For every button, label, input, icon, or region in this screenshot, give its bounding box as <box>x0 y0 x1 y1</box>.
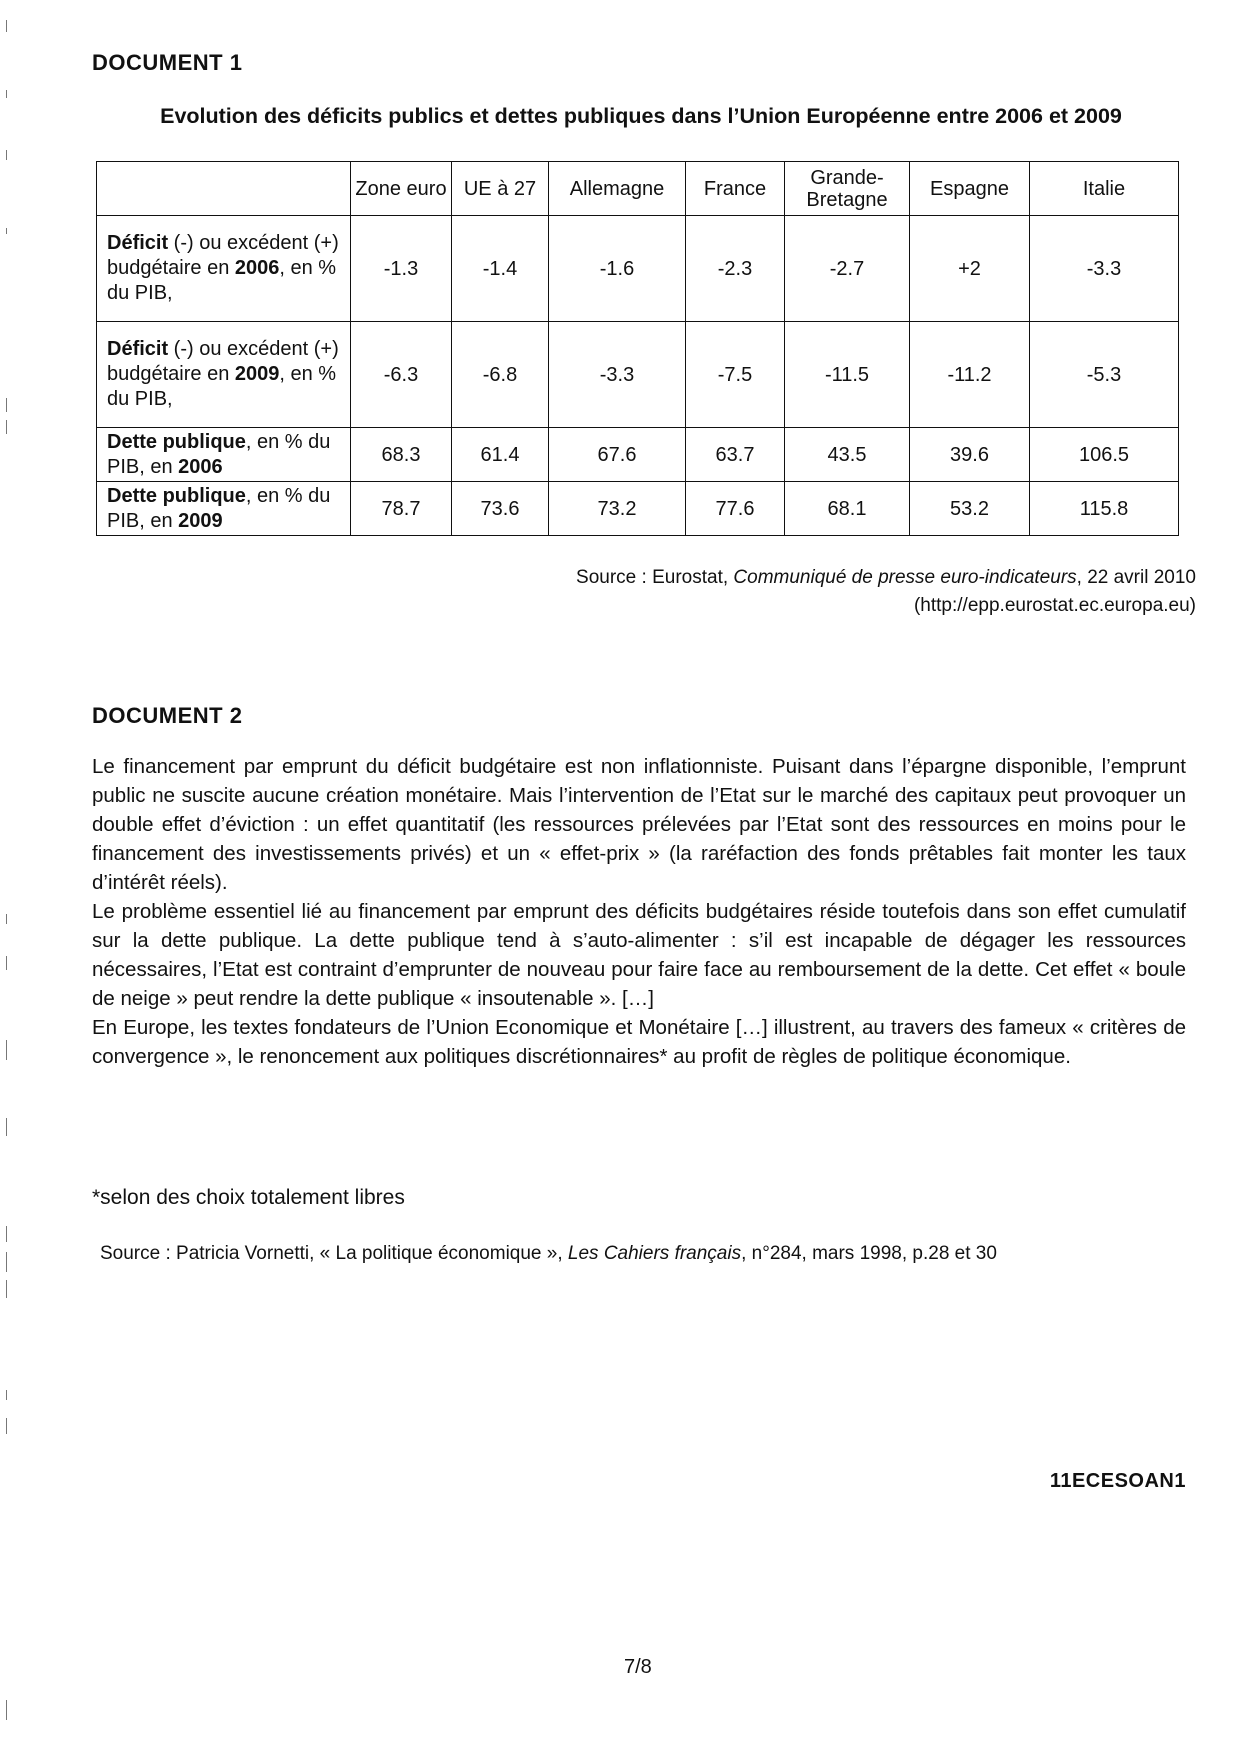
table-header-row <box>97 162 1179 216</box>
row-label-bold: Déficit <box>107 338 169 360</box>
deficit-debt-table <box>96 161 1179 536</box>
source-suffix: , n°284, mars 1998, p.28 et 30 <box>741 1243 997 1264</box>
document-2-body <box>92 752 1186 1071</box>
exam-code: 11ECESOAN1 <box>1049 1470 1186 1492</box>
table-cell: -3.3 <box>549 322 686 428</box>
column-header: Espagne <box>910 162 1030 216</box>
page-number: 7/8 <box>624 1656 652 1678</box>
table-cell: 68.1 <box>785 482 910 536</box>
row-label-tail: , en % du PIB, <box>107 257 337 304</box>
row-label <box>97 322 351 428</box>
table-cell: 73.2 <box>549 482 686 536</box>
document-1-heading: DOCUMENT 1 <box>92 50 243 75</box>
column-header: Grande-Bretagne <box>785 162 910 216</box>
table-cell: 43.5 <box>785 428 910 482</box>
table-cell: 63.7 <box>686 428 785 482</box>
table-cell: 53.2 <box>910 482 1030 536</box>
row-label-bold: Déficit <box>107 232 169 254</box>
document-1-source <box>576 564 1196 620</box>
paragraph: Le financement par emprunt du déficit budgétaire est non inflationniste. Puisant dans l’épargne disponible, l’emprunt public ne suscite aucune création monétaire. Mais l’intervention de l’Etat sur le marché des capitaux peut provoquer un double effet d’éviction : un effet quantitatif (les ressources prélevées par l’Etat sont des ressources en moins pour le financement des investissements privés) et un « effet-prix » (la raréfaction des fonds prêtables fait monter les taux d’intérêt réels). <box>92 755 1186 894</box>
row-label-year: 2006 <box>234 257 280 279</box>
table-cell: -3.3 <box>1030 216 1179 322</box>
table-cell: +2 <box>910 216 1030 322</box>
table-cell: -1.3 <box>351 216 452 322</box>
table-cell: -2.7 <box>785 216 910 322</box>
table-cell: -11.2 <box>910 322 1030 428</box>
table-cell: -6.8 <box>452 322 549 428</box>
table-cell: 106.5 <box>1030 428 1179 482</box>
row-label <box>97 216 351 322</box>
table-cell: -6.3 <box>351 322 452 428</box>
source-line <box>576 564 1196 592</box>
table-cell: -5.3 <box>1030 322 1179 428</box>
source-prefix: Source : Eurostat, <box>576 567 734 588</box>
row-label-text: , en % du PIB, en <box>107 430 331 478</box>
table-row <box>97 216 1179 322</box>
table-cell: 73.6 <box>452 482 549 536</box>
source-prefix: Source : Patricia Vornetti, « La politique économique », <box>100 1243 568 1264</box>
table-cell: 77.6 <box>686 482 785 536</box>
row-label-text: , en % du PIB, en <box>107 484 331 532</box>
table-title: Evolution des déficits publics et dettes publiques dans l’Union Européenne entre 2006 et 2009 <box>160 104 1122 128</box>
document-2-source <box>100 1243 997 1265</box>
table-cell: 68.3 <box>351 428 452 482</box>
column-header: UE à 27 <box>452 162 549 216</box>
source-title: Les Cahiers français <box>567 1243 742 1264</box>
row-label <box>97 428 351 482</box>
paragraph: Le problème essentiel lié au financement par emprunt des déficits budgétaires réside toutefois dans son effet cumulatif sur la dette publique. La dette publique tend à s’auto-alimenter : s’il est incapable de dégager les ressources nécessaires, l’Etat est contraint d’emprunter de nouveau pour faire face au remboursement de la dette. Cet effet « boule de neige » peut rendre la dette publique « insoutenable ». […] <box>92 900 1186 1010</box>
row-label-bold: Dette publique <box>107 430 246 453</box>
table-row <box>97 482 1179 536</box>
row-label-text: (-) ou excédent (+) budgétaire en <box>107 338 339 385</box>
row-label-tail: , en % du PIB, <box>107 363 337 410</box>
column-header: Allemagne <box>549 162 686 216</box>
table-cell: -2.3 <box>686 216 785 322</box>
table-cell: -11.5 <box>785 322 910 428</box>
paragraph: En Europe, les textes fondateurs de l’Union Economique et Monétaire […] illustrent, au travers des fameux « critères de convergence », le renoncement aux politiques discrétionnaires* au profit de règles de politique économique. <box>92 1016 1186 1068</box>
table-cell: -7.5 <box>686 322 785 428</box>
footnote: *selon des choix totalement libres <box>92 1186 405 1209</box>
row-label-year: 2006 <box>178 455 223 478</box>
table-cell: 115.8 <box>1030 482 1179 536</box>
row-label <box>97 482 351 536</box>
table-row <box>97 428 1179 482</box>
source-title: Communiqué de presse euro-indicateurs <box>733 567 1077 588</box>
row-label-year: 2009 <box>234 363 280 385</box>
column-header: France <box>686 162 785 216</box>
source-suffix: , 22 avril 2010 <box>1076 567 1196 588</box>
row-label-text: (-) ou excédent (+) budgétaire en <box>107 232 339 279</box>
table-row <box>97 322 1179 428</box>
column-header: Zone euro <box>351 162 452 216</box>
header-blank-cell <box>97 162 351 216</box>
table-cell: -1.4 <box>452 216 549 322</box>
table-cell: 67.6 <box>549 428 686 482</box>
table-cell: 78.7 <box>351 482 452 536</box>
row-label-year: 2009 <box>178 509 223 532</box>
table-cell: 39.6 <box>910 428 1030 482</box>
row-label-bold: Dette publique <box>107 484 246 507</box>
table-cell: -1.6 <box>549 216 686 322</box>
table-cell: 61.4 <box>452 428 549 482</box>
document-2-heading: DOCUMENT 2 <box>92 703 243 728</box>
source-url: (http://epp.eurostat.ec.europa.eu) <box>913 595 1196 616</box>
column-header: Italie <box>1030 162 1179 216</box>
